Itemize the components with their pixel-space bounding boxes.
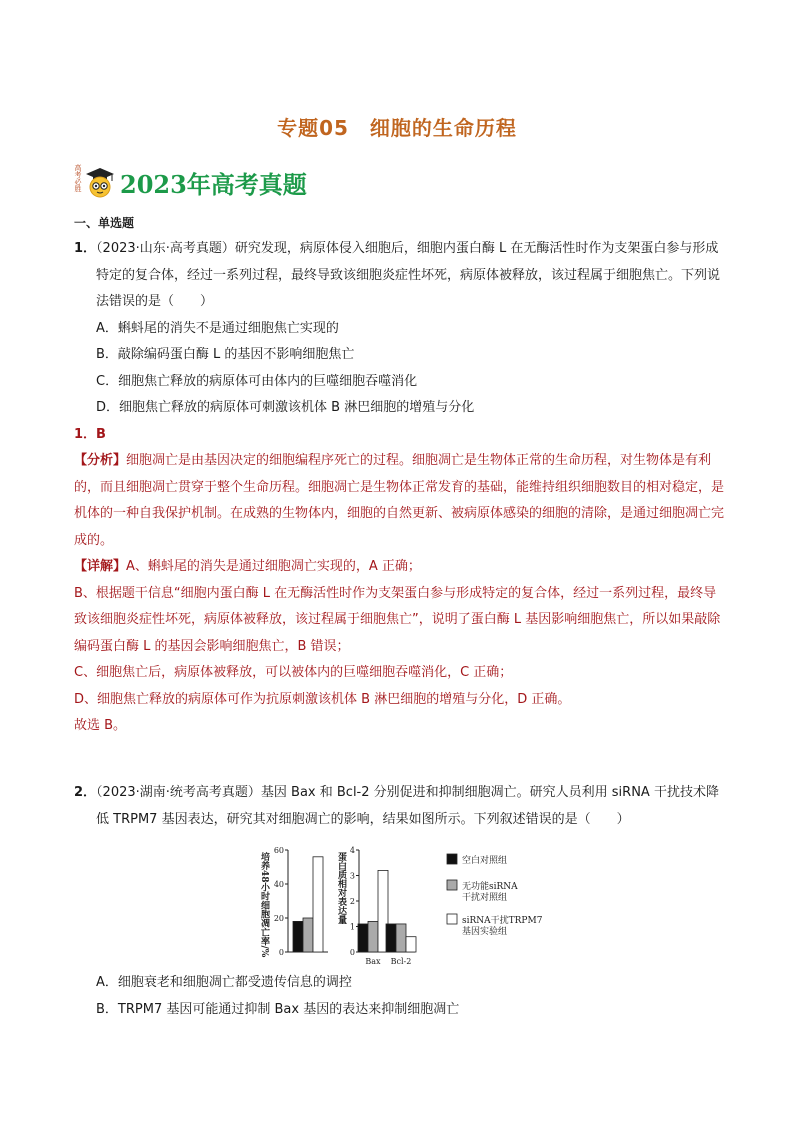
legend-swatch [447,914,457,924]
bar [313,857,323,952]
question-2-options [74,970,724,1023]
question-text: 基因 Bax 和 Bcl-2 分别促进和抑制细胞凋亡。研究人员利用 siRNA 干扰技术降低 TRPM7 基因表达，研究其对细胞凋亡的影响，结果如图所示。下列叙述错误的是（ ） [96,785,719,827]
question-2-stem [74,780,724,833]
bar [303,918,313,952]
graduate-mascot-icon [84,165,116,199]
bar [386,924,396,952]
option-a: A．蝌蚪尾的消失不是通过细胞焦亡实现的 [96,320,339,336]
y-tick-label: 2 [349,897,355,906]
detail-b: B、根据题干信息“细胞内蛋白酶 L 在无酶活性时作为支架蛋白参与形成特定的复合体，经过一系列过程，最终导致该细胞炎症性坏死，病原体被释放，该过程属于细胞焦亡”，说明了蛋白酶 L 基因影响细胞焦亡，所以如果敲除编码蛋白酶 L 的基因会影响细胞焦亡，B 错误； [74,585,721,654]
section-heading: 一、单选题 [74,216,135,230]
y-tick-label: 3 [349,871,355,881]
y-tick-label: 1 [349,922,355,932]
legend-label: 无功能siRNA [462,882,518,892]
bar [406,937,416,952]
question-source: （2023·山东·高考真题） [96,241,235,256]
y-tick-label: 40 [273,880,284,889]
bar [358,924,368,952]
x-category-label: Bax [365,957,381,966]
question-1-stem [74,236,724,316]
bar [396,924,406,952]
detail-a-text: A、蝌蚪尾的消失是通过细胞凋亡实现的，A 正确； [126,559,421,574]
y-axis-label: 蛋白质相对表达量 [336,852,346,924]
y-tick-label: 0 [349,948,355,957]
answer: 1．B [74,426,106,442]
conclusion: 故选 B。 [74,718,127,733]
section-banner [74,162,307,202]
y-tick-label: 20 [273,914,284,923]
detail-d: D、细胞焦亡释放的病原体可作为抗原刺激该机体 B 淋巴细胞的增殖与分化，D 正确。 [74,691,571,707]
legend-label: 基因实验组 [462,927,508,937]
option-a: A．细胞衰老和细胞凋亡都受遗传信息的调控 [96,975,352,990]
question-source: （2023·湖南·统考高考真题） [96,785,261,800]
option-d: D．细胞焦亡释放的病原体可刺激该机体 B 淋巴细胞的增殖与分化 [96,400,475,415]
chart-figure [244,840,544,970]
detail-c: C、细胞焦亡后，病原体被释放，可以被体内的巨噬细胞吞噬消化，C 正确； [74,665,513,680]
legend-swatch [447,880,457,890]
chart-svg [244,840,544,970]
bar [293,921,303,952]
question-number: 2． [74,785,97,800]
question-text: 研究发现，病原体侵入细胞后，细胞内蛋白酶 L 在无酶活性时作为支架蛋白参与形成特定的复合体，经过一系列过程，最终导致该细胞炎症性坏死，病原体被释放，该过程属于细胞焦亡。下列说法错误的是（ ） [96,241,721,309]
y-tick-label: 4 [349,846,355,855]
analysis-label: 【分析】 [74,453,127,468]
bar [368,921,378,952]
page-title: 专题05 细胞的生命历程 [277,116,517,140]
detail-label: 【详解】 [74,559,127,574]
question-1 [74,236,724,740]
option-b: B．敲除编码蛋白酶 L 的基因不影响细胞焦亡 [96,347,355,362]
analysis [74,448,724,554]
y-tick-label: 60 [273,846,284,855]
legend-label: 干扰对照组 [462,893,508,903]
x-category-label: Bcl-2 [390,957,412,966]
y-tick-label: 0 [278,948,284,957]
legend-label: 空白对照组 [462,856,508,866]
y-axis-label: 培养48小时细胞凋亡率/% [259,852,269,958]
question-number: 1． [74,241,97,256]
legend-swatch [447,854,457,864]
option-b: B．TRPM7 基因可能通过抑制 Bax 基因的表达来抑制细胞凋亡 [96,1001,460,1017]
analysis-text: 细胞凋亡是由基因决定的细胞编程序死亡的过程。细胞凋亡是生物体正常的生命历程，对生物体是有利的，而且细胞凋亡贯穿于整个生命历程。细胞凋亡是生物体正常发育的基础，能维持组织细胞数目的相对稳定，是机体的一种自我保护机制。在成熟的生物体内，细胞的自然更新、被病原体感染的细胞的清除，是通过细胞凋亡完成的。 [74,453,725,548]
option-c: C．细胞焦亡释放的病原体可由体内的巨噬细胞吞噬消化 [96,373,418,389]
banner-title: 2023年高考真题 [120,169,307,199]
question-2 [74,780,724,833]
stamp-text: 高考必胜 [74,164,82,192]
legend-label: siRNA干扰TRPM7 [462,916,543,926]
detail-a [74,554,724,581]
